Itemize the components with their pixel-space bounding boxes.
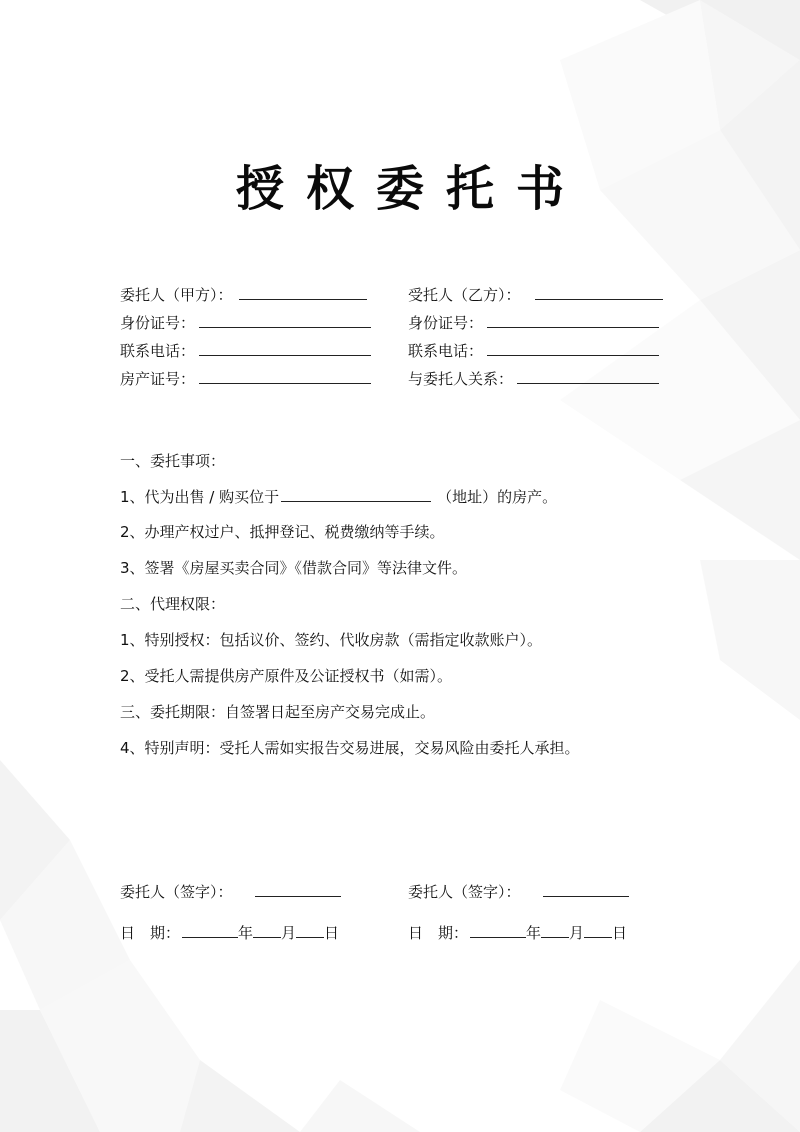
property-cert-blank[interactable]: [199, 368, 371, 384]
authority-item-1: 1、特别授权：包括议价、签约、代收房款（需指定收款账户）。: [120, 631, 543, 649]
second-day-blank[interactable]: [584, 922, 612, 938]
second-year-unit: 年: [526, 924, 542, 942]
agent-id-blank[interactable]: [487, 312, 659, 328]
second-signature-field: [408, 881, 629, 902]
matters-item-1-suffix: （地址）的房产。: [437, 488, 558, 506]
relation-field: [408, 368, 659, 389]
principal-id-field: [120, 312, 371, 333]
authority-heading: 二、代理权限：: [120, 595, 226, 613]
second-year-blank[interactable]: [470, 922, 526, 938]
principal-id-blank[interactable]: [199, 312, 371, 328]
agent-id-field: [408, 312, 659, 333]
principal-date-label: 日 期：: [120, 924, 181, 942]
principal-date-field: [120, 922, 339, 943]
principal-year-unit: 年: [238, 924, 254, 942]
second-month-blank[interactable]: [541, 922, 569, 938]
principal-id-label: 身份证号：: [120, 314, 196, 332]
second-month-unit: 月: [569, 924, 585, 942]
second-signature-label: 委托人（签字）：: [408, 883, 521, 901]
second-date-label: 日 期：: [408, 924, 469, 942]
authority-item-2: 2、受托人需提供房产原件及公证授权书（如需）。: [120, 667, 453, 685]
principal-signature-label: 委托人（签字）：: [120, 883, 233, 901]
agent-id-label: 身份证号：: [408, 314, 484, 332]
agent-field: [408, 284, 663, 305]
principal-signature-blank[interactable]: [255, 881, 341, 897]
principal-month-blank[interactable]: [253, 922, 281, 938]
principal-blank[interactable]: [239, 284, 367, 300]
principal-phone-label: 联系电话：: [120, 342, 196, 360]
principal-phone-blank[interactable]: [199, 340, 371, 356]
agent-phone-field: [408, 340, 659, 361]
second-date-field: [408, 922, 627, 943]
agent-label: 受托人（乙方）：: [408, 286, 521, 304]
matters-item-2: 2、办理产权过户、抵押登记、税费缴纳等手续。: [120, 523, 445, 541]
principal-phone-field: [120, 340, 371, 361]
agent-phone-blank[interactable]: [487, 340, 659, 356]
principal-year-blank[interactable]: [182, 922, 238, 938]
property-cert-label: 房产证号：: [120, 370, 196, 388]
matters-heading: 一、委托事项：: [120, 452, 226, 470]
principal-month-unit: 月: [281, 924, 297, 942]
principal-field: [120, 284, 367, 305]
principal-signature-field: [120, 881, 341, 902]
agent-blank[interactable]: [535, 284, 663, 300]
second-day-unit: 日: [612, 924, 628, 942]
principal-day-blank[interactable]: [296, 922, 324, 938]
matters-item-3: 3、签署《房屋买卖合同》《借款合同》等法律文件。: [120, 559, 468, 577]
relation-blank[interactable]: [517, 368, 659, 384]
property-cert-field: [120, 368, 371, 389]
principal-label: 委托人（甲方）：: [120, 286, 233, 304]
special-statement: 4、特别声明：受托人需如实报告交易进展，交易风险由委托人承担。: [120, 739, 580, 757]
relation-label: 与委托人关系：: [408, 370, 514, 388]
matters-item-1: [120, 487, 557, 507]
document-title: 授权委托书: [235, 161, 586, 217]
address-blank[interactable]: [281, 487, 431, 502]
second-signature-blank[interactable]: [543, 881, 629, 897]
principal-day-unit: 日: [324, 924, 340, 942]
matters-item-1-prefix: 1、代为出售 / 购买位于: [120, 488, 280, 506]
term-line: 三、委托期限：自签署日起至房产交易完成止。: [120, 703, 436, 721]
agent-phone-label: 联系电话：: [408, 342, 484, 360]
